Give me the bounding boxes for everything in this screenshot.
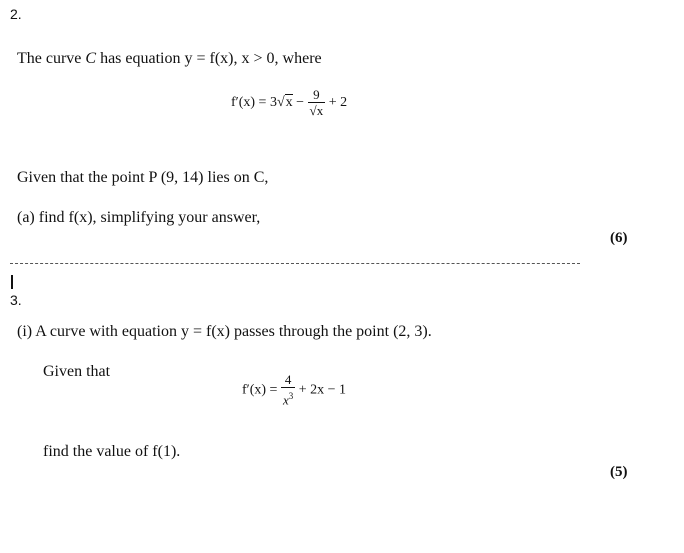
question-3-find: find the value of f(1). <box>43 443 181 460</box>
sqrt-x <box>277 95 293 111</box>
fraction-4-over-x-cubed <box>281 373 295 407</box>
fraction-denominator <box>281 387 295 407</box>
section-divider <box>10 263 580 264</box>
intro-text-mid: has equation <box>96 50 185 67</box>
question-3-part-i: (i) A curve with equation y = f(x) passes through the point (2, 3). <box>17 323 432 340</box>
text-cursor <box>11 275 13 289</box>
question-2-marks: (6) <box>610 230 628 246</box>
curve-equation: y = f(x), x > 0, where <box>184 50 322 67</box>
fraction-denominator <box>308 102 326 118</box>
denominator-sqrt-symbol: √ <box>309 103 317 118</box>
question-2-number: 2. <box>10 6 22 22</box>
intro-text-pre: The curve <box>17 50 86 67</box>
fraction-numerator: 4 <box>284 372 292 387</box>
question-3-marks: (5) <box>610 464 628 480</box>
denominator-variable: x <box>282 392 289 408</box>
deriv-lhs: f′(x) = 3 <box>231 95 277 111</box>
deriv-minus: − <box>296 95 305 111</box>
fraction-9-over-root-x <box>308 88 326 118</box>
fraction-numerator: 9 <box>313 87 320 102</box>
denominator-exponent: 3 <box>288 391 294 401</box>
sqrt-symbol: √ <box>276 95 285 111</box>
question-2-derivative-equation <box>231 88 347 118</box>
deriv-tail: + 2x − 1 <box>298 382 347 398</box>
question-2-part-a: (a) find f(x), simplifying your answer, <box>17 209 261 226</box>
question-3-given-that: Given that <box>43 363 111 380</box>
question-2-intro <box>17 50 322 68</box>
question-3-derivative-equation <box>242 373 346 407</box>
sqrt-radicand: x <box>285 95 293 111</box>
deriv-tail: + 2 <box>328 95 348 111</box>
question-3-number: 3. <box>10 292 22 308</box>
curve-name: C <box>85 50 97 67</box>
deriv-lhs: f′(x) = <box>242 382 278 398</box>
question-2-given: Given that the point P (9, 14) lies on C, <box>17 169 269 186</box>
denominator-radicand: x <box>316 103 324 118</box>
